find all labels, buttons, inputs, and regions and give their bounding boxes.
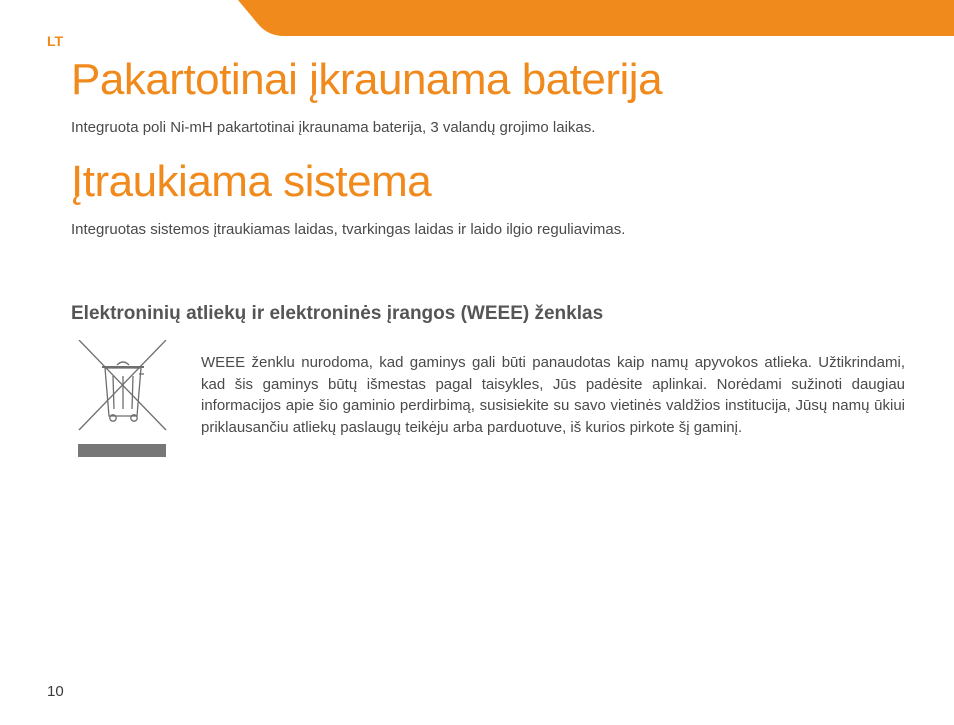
weee-heading: Elektroninių atliekų ir elektroninės įrangos (WEEE) ženklas <box>71 303 604 324</box>
weee-description: WEEE ženklu nurodoma, kad gaminys gali būti panaudotas kaip namų apyvokos atlieka. Užtikrindami, kad šis gaminys būtų išmestas pagal taisykles, Jūs padėsite aplinkai. Norėdami sužinoti daugiau informacijos apie šio gaminio perdirbimą, susisiekite su savo vietinės valdžios institucija, Jūsų namų ūkiui priklausančiu atliekų paslaugų teikėju arba parduotuve, iš kurios pirkote šį gaminį. <box>201 354 905 436</box>
page-number: 10 <box>47 683 64 700</box>
section-text-cord-system: Integruotas sistemos įtraukiamas laidas, tvarkingas laidas ir laido ilgio reguliavimas. <box>71 221 626 238</box>
language-label: LT <box>47 33 64 49</box>
header-accent-bar <box>0 0 954 40</box>
section-title-cord-system: Įtraukiama sistema <box>71 157 432 206</box>
section-text-battery: Integruota poli Ni-mH pakartotinai įkraunama baterija, 3 valandų grojimo laikas. <box>71 119 596 136</box>
section-title-battery: Pakartotinai įkraunama baterija <box>71 55 663 104</box>
crossed-out-wheelie-bin-icon <box>78 340 168 458</box>
